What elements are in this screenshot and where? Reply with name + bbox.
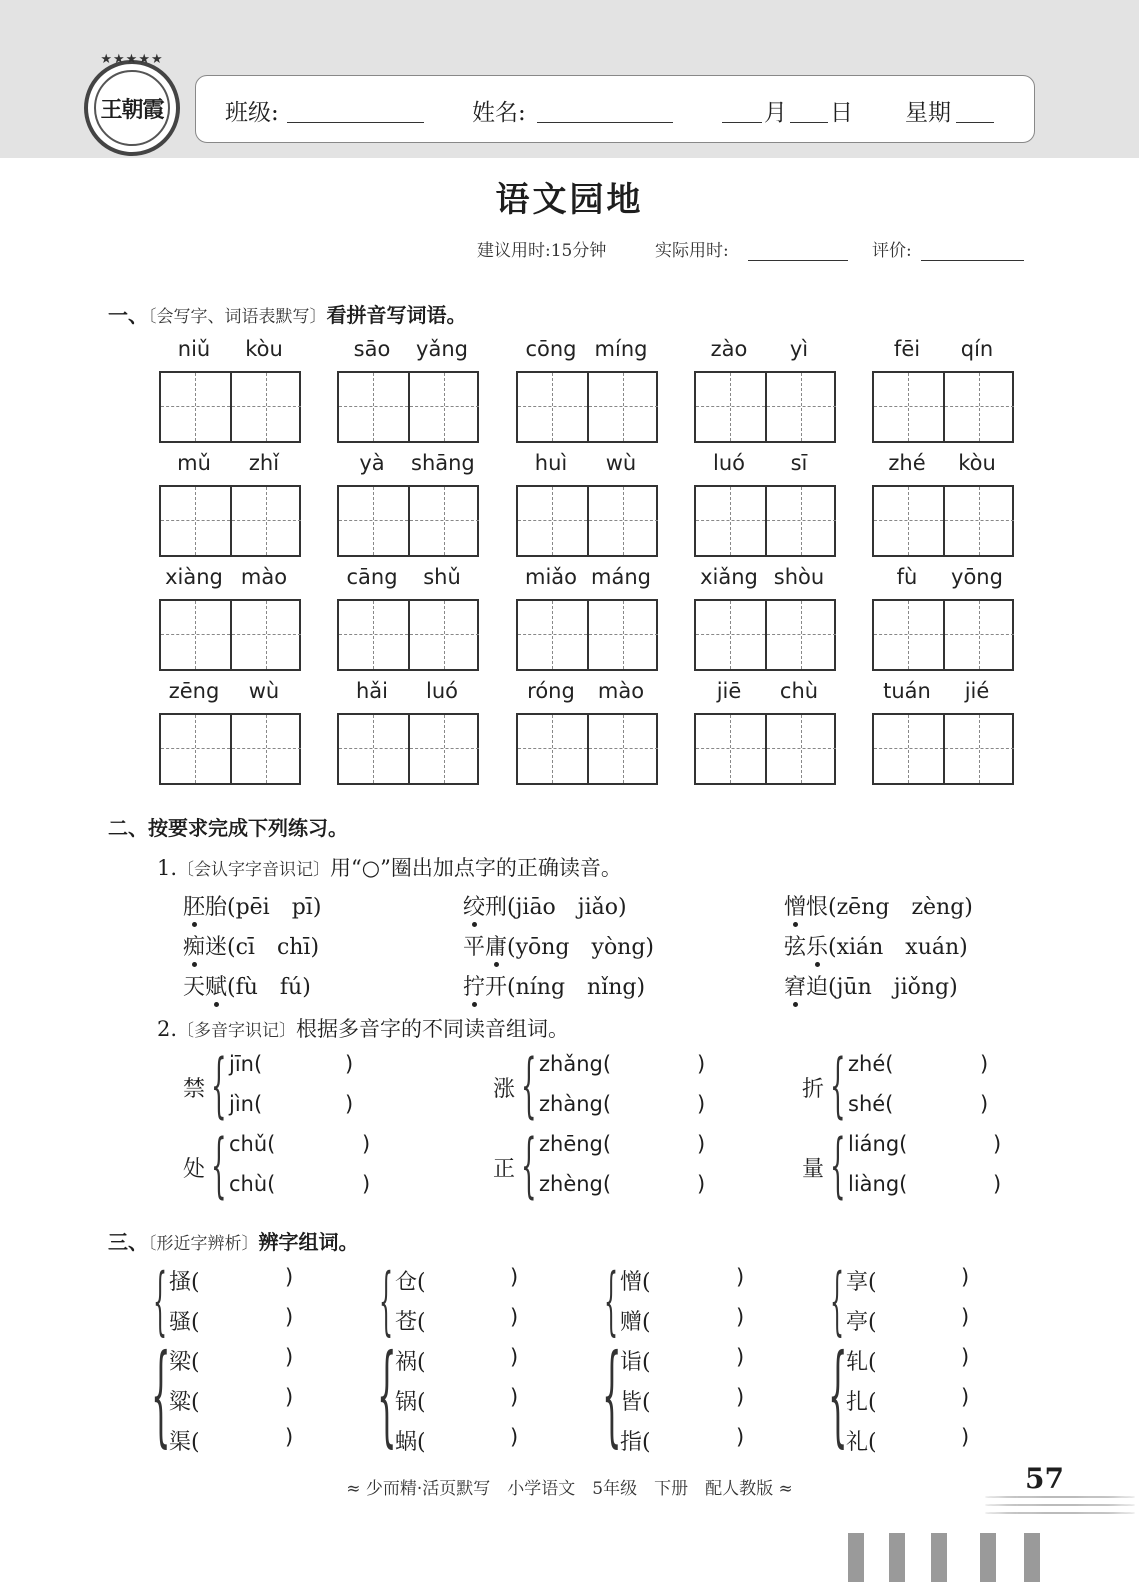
brace-icon: { xyxy=(830,1124,846,1206)
writing-cell[interactable] xyxy=(230,487,301,555)
guide-line xyxy=(552,487,553,555)
writing-cell[interactable] xyxy=(874,601,943,669)
guide-line xyxy=(195,373,196,441)
guide-line xyxy=(444,715,445,783)
tianzi-grid xyxy=(159,713,301,785)
emphasis-dot xyxy=(192,962,197,967)
evaluation-field[interactable] xyxy=(921,260,1024,261)
brace-icon: { xyxy=(211,1124,227,1206)
pinyin-label: róng xyxy=(527,679,575,703)
pronunciation-item[interactable]: 拧开(níng nǐng) xyxy=(463,975,646,1000)
guide-line xyxy=(373,715,374,783)
brace-icon: { xyxy=(830,1044,846,1126)
word-blank[interactable]: 粱( xyxy=(169,1390,200,1415)
pinyin-label: huì xyxy=(534,451,568,475)
guide-line xyxy=(373,373,374,441)
pinyin-label: sāo xyxy=(353,337,391,361)
pronunciation-item[interactable]: 憎恨(zēng zèng) xyxy=(784,895,973,920)
writing-cell[interactable] xyxy=(161,601,230,669)
section-3-tag: 〔形近字辨析〕 xyxy=(148,1234,259,1254)
guide-line xyxy=(552,715,553,783)
tianzi-grid xyxy=(337,599,479,671)
writing-cell[interactable] xyxy=(943,373,1014,441)
pinyin-label: zào xyxy=(710,337,748,361)
word-blank[interactable]: 苍( xyxy=(395,1310,426,1335)
close-paren: ) xyxy=(697,1132,706,1156)
reading-blank[interactable]: chǔ( xyxy=(229,1132,276,1156)
tianzi-grid xyxy=(337,713,479,785)
close-paren: ) xyxy=(510,1385,519,1409)
word-blank[interactable]: 憎( xyxy=(620,1270,651,1295)
emphasis-dot xyxy=(793,922,798,927)
close-paren: ) xyxy=(697,1052,706,1076)
pinyin-label: wù xyxy=(248,679,280,703)
tianzi-grid xyxy=(159,371,301,443)
close-paren: ) xyxy=(345,1052,354,1076)
tianzi-grid xyxy=(516,371,658,443)
section-1-tag: 〔会写字、词语表默写〕 xyxy=(148,307,327,327)
close-paren: ) xyxy=(736,1425,745,1449)
section-1-heading: 一、〔会写字、词语表默写〕看拼音写词语。 xyxy=(108,303,467,327)
section-2-heading: 二、按要求完成下列练习。 xyxy=(108,816,348,840)
guide-line xyxy=(801,601,802,669)
polyphone-char: 正 xyxy=(493,1157,516,1182)
writing-cell[interactable] xyxy=(518,373,587,441)
close-paren: ) xyxy=(362,1172,371,1196)
word-blank[interactable]: 祸( xyxy=(395,1350,426,1375)
guide-line xyxy=(979,601,980,669)
close-paren: ) xyxy=(697,1092,706,1116)
word-blank[interactable]: 搔( xyxy=(169,1270,200,1295)
edge-bar xyxy=(980,1533,996,1582)
writing-cell[interactable] xyxy=(874,715,943,783)
guide-line xyxy=(908,487,909,555)
pinyin-label: zhé xyxy=(888,451,926,475)
tianzi-grid xyxy=(159,485,301,557)
brace-icon: { xyxy=(521,1044,537,1126)
tianzi-grid xyxy=(694,485,836,557)
guide-line xyxy=(266,715,267,783)
week-label: 星期 xyxy=(905,100,951,126)
pronunciation-item[interactable]: 绞刑(jiāo jiǎo) xyxy=(463,895,627,920)
pinyin-label: yǎng xyxy=(416,337,468,361)
close-paren: ) xyxy=(980,1052,989,1076)
tianzi-grid xyxy=(159,599,301,671)
guide-line xyxy=(730,715,731,783)
writing-cell[interactable] xyxy=(518,715,587,783)
guide-line xyxy=(623,373,624,441)
writing-cell[interactable] xyxy=(874,373,943,441)
guide-line xyxy=(730,373,731,441)
guide-line xyxy=(801,487,802,555)
close-paren: ) xyxy=(510,1345,519,1369)
pinyin-label: jié xyxy=(964,679,990,703)
writing-cell[interactable] xyxy=(339,373,408,441)
writing-cell[interactable] xyxy=(408,601,479,669)
pinyin-label: qín xyxy=(960,337,994,361)
close-paren: ) xyxy=(697,1172,706,1196)
reading-blank[interactable]: chù( xyxy=(229,1172,276,1196)
close-paren: ) xyxy=(736,1345,745,1369)
writing-cell[interactable] xyxy=(161,373,230,441)
word-blank[interactable]: 皆( xyxy=(620,1390,651,1415)
word-blank[interactable]: 骚( xyxy=(169,1310,200,1335)
reading-blank[interactable]: jīn( xyxy=(229,1052,263,1076)
reading-blank[interactable]: liàng( xyxy=(848,1172,908,1196)
guide-line xyxy=(730,601,731,669)
writing-cell[interactable] xyxy=(230,601,301,669)
writing-cell[interactable] xyxy=(587,487,658,555)
pinyin-label: zhǐ xyxy=(248,451,280,475)
pinyin-label: jiē xyxy=(716,679,742,703)
week-field[interactable] xyxy=(956,122,994,123)
page-number: 57 xyxy=(1025,1462,1064,1495)
word-blank[interactable]: 仓( xyxy=(395,1270,426,1295)
guide-line xyxy=(979,373,980,441)
writing-cell[interactable] xyxy=(161,715,230,783)
guide-line xyxy=(444,487,445,555)
close-paren: ) xyxy=(736,1265,745,1289)
logo-text: 王朝霞 xyxy=(94,70,170,146)
tianzi-grid xyxy=(516,713,658,785)
pinyin-label: chù xyxy=(779,679,819,703)
close-paren: ) xyxy=(285,1265,294,1289)
pinyin-label: sī xyxy=(790,451,808,475)
close-paren: ) xyxy=(980,1092,989,1116)
writing-cell[interactable] xyxy=(943,601,1014,669)
tianzi-grid xyxy=(872,599,1014,671)
guide-line xyxy=(373,601,374,669)
month-field[interactable] xyxy=(722,122,762,123)
writing-cell[interactable] xyxy=(161,487,230,555)
pinyin-label: kòu xyxy=(958,451,996,475)
writing-cell[interactable] xyxy=(408,487,479,555)
guide-line xyxy=(552,373,553,441)
name-label: 姓名: xyxy=(472,100,526,126)
pinyin-label: cōng xyxy=(525,337,577,361)
close-paren: ) xyxy=(510,1425,519,1449)
brace-icon: { xyxy=(521,1124,537,1206)
day-field[interactable] xyxy=(790,122,828,123)
polyphone-char: 禁 xyxy=(183,1077,206,1102)
pronunciation-item[interactable]: 天赋(fù fú) xyxy=(183,975,311,1000)
polyphone-char: 处 xyxy=(183,1157,206,1182)
guide-line xyxy=(623,487,624,555)
pinyin-label: kòu xyxy=(245,337,283,361)
word-blank[interactable]: 扎( xyxy=(846,1390,877,1415)
tianzi-grid xyxy=(337,485,479,557)
close-paren: ) xyxy=(736,1305,745,1329)
writing-cell[interactable] xyxy=(339,715,408,783)
pinyin-label: luó xyxy=(426,679,458,703)
word-blank[interactable]: 轧( xyxy=(846,1350,877,1375)
guide-line xyxy=(552,601,553,669)
writing-cell[interactable] xyxy=(696,715,765,783)
brace-icon: { xyxy=(379,1258,394,1344)
class-field[interactable] xyxy=(287,122,424,123)
guide-line xyxy=(195,715,196,783)
guide-line xyxy=(266,601,267,669)
pronunciation-item[interactable]: 痴迷(cī chī) xyxy=(183,935,320,960)
wave-decoration xyxy=(985,1512,1135,1514)
emphasis-dot xyxy=(494,962,499,967)
pinyin-label: yì xyxy=(789,337,809,361)
footer-text: ≈ 少而精·活页默写 小学语文 5年级 下册 配人教版 ≈ xyxy=(346,1479,793,1499)
reading-blank[interactable]: liáng( xyxy=(848,1132,908,1156)
close-paren: ) xyxy=(285,1305,294,1329)
pinyin-label: mào xyxy=(240,565,288,589)
guide-line xyxy=(908,715,909,783)
word-blank[interactable]: 诣( xyxy=(620,1350,651,1375)
polyphone-char: 折 xyxy=(802,1077,825,1102)
pronunciation-item[interactable]: 窘迫(jūn jiǒng) xyxy=(784,975,958,1000)
guide-line xyxy=(195,601,196,669)
reading-blank[interactable]: zhèng( xyxy=(539,1172,612,1196)
pronunciation-item[interactable]: 弦乐(xián xuán) xyxy=(784,935,968,960)
guide-line xyxy=(623,601,624,669)
pinyin-label: mǔ xyxy=(177,451,211,475)
pinyin-label: máng xyxy=(591,565,651,589)
reading-blank[interactable]: zhàng( xyxy=(539,1092,612,1116)
emphasis-dot xyxy=(815,962,820,967)
writing-cell[interactable] xyxy=(339,487,408,555)
pinyin-label: niǔ xyxy=(177,337,211,361)
writing-cell[interactable] xyxy=(587,373,658,441)
close-paren: ) xyxy=(285,1345,294,1369)
pinyin-label: yōng xyxy=(951,565,1003,589)
word-blank[interactable]: 亭( xyxy=(846,1310,877,1335)
writing-cell[interactable] xyxy=(696,487,765,555)
tianzi-grid xyxy=(516,485,658,557)
wave-decoration xyxy=(985,1496,1135,1498)
close-paren: ) xyxy=(961,1385,970,1409)
guide-line xyxy=(801,373,802,441)
close-paren: ) xyxy=(285,1385,294,1409)
word-blank[interactable]: 梁( xyxy=(169,1350,200,1375)
actual-time-field[interactable] xyxy=(748,260,848,261)
pinyin-label: miǎo xyxy=(524,565,577,589)
close-paren: ) xyxy=(993,1132,1002,1156)
guide-line xyxy=(623,715,624,783)
question-2-1: 1.〔会认字字音识记〕用“○”圈出加点字的正确读音。 xyxy=(157,856,622,880)
pinyin-label: shǔ xyxy=(423,565,461,589)
guide-line xyxy=(979,487,980,555)
pinyin-label: tuán xyxy=(883,679,931,703)
close-paren: ) xyxy=(345,1092,354,1116)
edge-bar xyxy=(1024,1533,1040,1582)
emphasis-dot xyxy=(192,922,197,927)
pinyin-label: zēng xyxy=(168,679,220,703)
writing-cell[interactable] xyxy=(765,373,836,441)
guide-line xyxy=(801,715,802,783)
word-blank[interactable]: 礼( xyxy=(846,1430,877,1455)
polyphone-char: 量 xyxy=(802,1157,825,1182)
guide-line xyxy=(908,601,909,669)
writing-cell[interactable] xyxy=(696,601,765,669)
writing-cell[interactable] xyxy=(943,715,1014,783)
close-paren: ) xyxy=(510,1265,519,1289)
brace-icon: { xyxy=(602,1330,622,1458)
writing-cell[interactable] xyxy=(408,715,479,783)
pinyin-label: xiǎng xyxy=(700,565,758,589)
edge-bar xyxy=(889,1533,905,1582)
actual-time-label: 实际用时: xyxy=(655,241,729,261)
pinyin-label: luó xyxy=(713,451,745,475)
guide-line xyxy=(444,601,445,669)
writing-cell[interactable] xyxy=(765,715,836,783)
reading-blank[interactable]: zhēng( xyxy=(539,1132,612,1156)
tianzi-grid xyxy=(516,599,658,671)
name-field[interactable] xyxy=(537,122,673,123)
pinyin-label: shāng xyxy=(411,451,475,475)
pinyin-label: hǎi xyxy=(355,679,388,703)
guide-line xyxy=(730,487,731,555)
emphasis-dot xyxy=(793,1002,798,1007)
writing-cell[interactable] xyxy=(518,601,587,669)
reading-blank[interactable]: zhǎng( xyxy=(539,1052,612,1076)
pinyin-label: cāng xyxy=(346,565,398,589)
suggested-time: 建议用时:15分钟 xyxy=(477,241,607,261)
day-label: 日 xyxy=(830,100,853,126)
brace-icon: { xyxy=(828,1330,848,1458)
emphasis-dot xyxy=(472,922,477,927)
edge-bar xyxy=(931,1533,947,1582)
emphasis-dot xyxy=(472,1002,477,1007)
star-icon: ★★★★★ xyxy=(100,52,164,67)
pinyin-label: wù xyxy=(605,451,637,475)
publisher-logo xyxy=(84,52,180,156)
brace-icon: { xyxy=(604,1258,619,1344)
writing-cell[interactable] xyxy=(587,601,658,669)
writing-cell[interactable] xyxy=(230,373,301,441)
writing-cell[interactable] xyxy=(339,601,408,669)
guide-line xyxy=(266,373,267,441)
pinyin-label: fù xyxy=(896,565,918,589)
tianzi-grid xyxy=(694,599,836,671)
pronunciation-item[interactable]: 平庸(yōng yòng) xyxy=(463,935,655,960)
pinyin-label: míng xyxy=(594,337,648,361)
close-paren: ) xyxy=(961,1265,970,1289)
close-paren: ) xyxy=(961,1345,970,1369)
writing-cell[interactable] xyxy=(230,715,301,783)
reading-blank[interactable]: shé( xyxy=(848,1092,894,1116)
guide-line xyxy=(373,487,374,555)
close-paren: ) xyxy=(993,1172,1002,1196)
close-paren: ) xyxy=(961,1305,970,1329)
tianzi-grid xyxy=(694,371,836,443)
close-paren: ) xyxy=(285,1425,294,1449)
tianzi-grid xyxy=(872,713,1014,785)
pronunciation-item[interactable]: 胚胎(pēi pī) xyxy=(183,895,322,920)
pinyin-label: shòu xyxy=(773,565,825,589)
word-blank[interactable]: 锅( xyxy=(395,1390,426,1415)
polyphone-char: 涨 xyxy=(493,1077,516,1102)
wave-decoration xyxy=(985,1504,1135,1506)
pinyin-label: fēi xyxy=(893,337,921,361)
pinyin-label: mào xyxy=(597,679,645,703)
writing-cell[interactable] xyxy=(408,373,479,441)
evaluation-label: 评价: xyxy=(872,241,912,261)
class-label: 班级: xyxy=(225,100,279,126)
brace-icon: { xyxy=(151,1330,171,1458)
edge-bar xyxy=(848,1533,864,1582)
writing-cell[interactable] xyxy=(587,715,658,783)
guide-line xyxy=(444,373,445,441)
writing-cell[interactable] xyxy=(765,487,836,555)
close-paren: ) xyxy=(510,1305,519,1329)
writing-cell[interactable] xyxy=(765,601,836,669)
page-title: 语文园地 xyxy=(495,180,644,220)
pinyin-label: yà xyxy=(359,451,385,475)
guide-line xyxy=(266,487,267,555)
brace-icon: { xyxy=(211,1044,227,1126)
guide-line xyxy=(195,487,196,555)
month-label: 月 xyxy=(764,100,787,126)
tianzi-grid xyxy=(337,371,479,443)
writing-cell[interactable] xyxy=(874,487,943,555)
reading-blank[interactable]: zhé( xyxy=(848,1052,894,1076)
word-blank[interactable]: 享( xyxy=(846,1270,877,1295)
pinyin-label: xiàng xyxy=(165,565,223,589)
tianzi-grid xyxy=(872,371,1014,443)
guide-line xyxy=(979,715,980,783)
close-paren: ) xyxy=(961,1425,970,1449)
close-paren: ) xyxy=(736,1385,745,1409)
brace-icon: { xyxy=(830,1258,845,1344)
question-2-2: 2.〔多音字识记〕根据多音字的不同读音组词。 xyxy=(157,1017,570,1041)
guide-line xyxy=(908,373,909,441)
emphasis-dot xyxy=(214,1002,219,1007)
writing-cell[interactable] xyxy=(943,487,1014,555)
word-blank[interactable]: 渠( xyxy=(169,1430,200,1455)
writing-cell[interactable] xyxy=(518,487,587,555)
brace-icon: { xyxy=(377,1330,397,1458)
tianzi-grid xyxy=(694,713,836,785)
word-blank[interactable]: 赠( xyxy=(620,1310,651,1335)
word-blank[interactable]: 指( xyxy=(620,1430,651,1455)
brace-icon: { xyxy=(153,1258,168,1344)
word-blank[interactable]: 蜗( xyxy=(395,1430,426,1455)
reading-blank[interactable]: jìn( xyxy=(229,1092,263,1116)
writing-cell[interactable] xyxy=(696,373,765,441)
tianzi-grid xyxy=(872,485,1014,557)
close-paren: ) xyxy=(362,1132,371,1156)
section-3-heading: 三、〔形近字辨析〕辨字组词。 xyxy=(108,1230,359,1254)
